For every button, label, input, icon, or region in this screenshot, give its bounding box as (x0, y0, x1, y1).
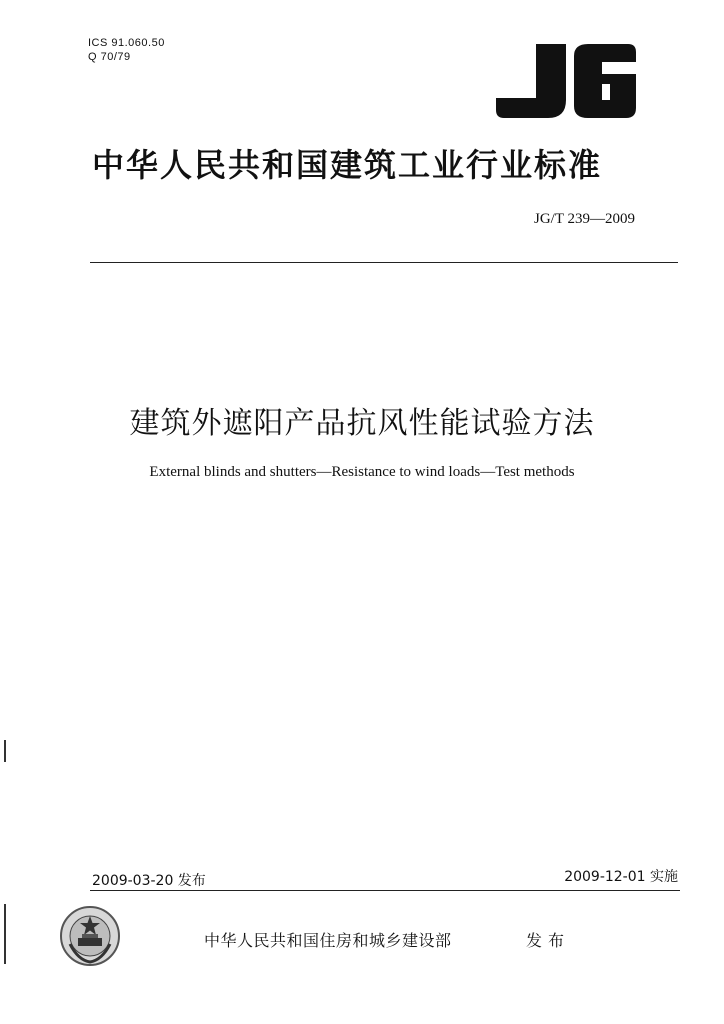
jg-logo (496, 44, 636, 118)
header-divider (90, 262, 678, 263)
document-title: 建筑外遮阳产品抗风性能试验方法 (129, 406, 595, 441)
issue-date: 2009-03-20 发布 (92, 873, 206, 889)
organization-title: 中华人民共和国建筑工业行业标准 (92, 146, 603, 184)
classification-codes (88, 36, 165, 64)
implementation-date: 2009-12-01 实施 (564, 869, 678, 885)
document-title-english: External blinds and shutters—Resistance to wind loads—Test methods (149, 464, 575, 480)
scan-artifact (4, 740, 6, 762)
scan-artifact (4, 904, 6, 964)
issue-label: 发布 (526, 931, 571, 950)
standard-number: JG/T 239—2009 (534, 211, 635, 227)
ccs-code: Q 70/79 (88, 51, 131, 63)
issuing-authority: 中华人民共和国住房和城乡建设部 (204, 931, 452, 950)
footer-divider (90, 890, 680, 891)
ics-code: ICS 91.060.50 (88, 37, 165, 49)
national-emblem-icon (58, 904, 122, 968)
